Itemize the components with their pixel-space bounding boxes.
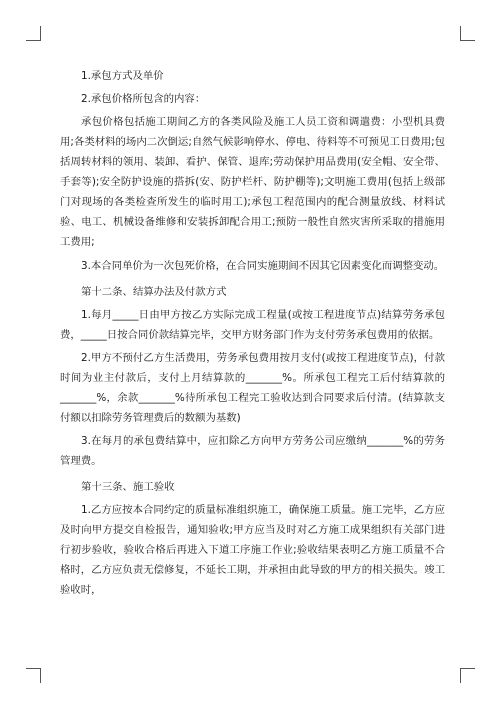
section-heading-price-content: 2.承包价格所包含的内容：: [81, 93, 206, 106]
document-body: [60, 66, 445, 604]
paragraph-management-fee: 3.在每月的承包费结算中，应扣除乙方向甲方劳务公司应缴纳_______%的劳务管理费。: [60, 435, 445, 468]
paragraph-monthly-settlement: 1.每月_____日由甲方按乙方实际完成工程量(或按工程进度节点)结算劳务承包费，_____日按合同价款结算完毕，交甲方财务部门作为支付劳务承包费用的依据。: [60, 308, 445, 341]
article-13-heading: 第十三条、施工验收: [81, 481, 175, 494]
crop-mark-top-right: [460, 26, 475, 41]
article-12-heading: 第十二条、结算办法及付款方式: [81, 285, 227, 298]
crop-mark-top-left: [26, 26, 41, 41]
paragraph-payment-terms: 2.甲方不预付乙方生活费用，劳务承包费用按月支付(或按工程进度节点)，付款时间为业主付款后，支付上月结算款的_______%。所承包工程完工后付结算款的_______%，余款_______%待所承包工程完工验收达到合同要求后付清。(结算款支付额以扣除劳务管理费后的数额为基数): [60, 351, 445, 424]
paragraph-inspection: 1.乙方应按本合同约定的质量标准组织施工，确保施工质量。施工完毕，乙方应及时向甲方提交自检报告，通知验收;甲方应当及时对乙方施工成果组织有关部门进行初步验收，验收合格后再进入下道工序施工作业;验收结果表明乙方施工质量不合格时，乙方应负责无偿修复，不延长工期，并承担由此导致的甲方的相关损失。竣工验收时，: [60, 504, 445, 597]
paragraph-fixed-price: 3.本合同单价为一次包死价格，在合同实施期间不因其它因素变化而调整变动。: [81, 259, 445, 272]
crop-mark-bottom-right: [460, 668, 475, 683]
paragraph-price-includes: 承包价格包括施工期间乙方的各类风险及施工人员工资和调遣费：小型机具费用;各类材料的场内二次倒运;自然气候影响停水、停电、待料等不可预见工日费用;包括周转材料的领用、装卸、看护、保管、退库;劳动保护用品费用(安全帽、安全带、手套等);安全防护设施的搭拆(安、防护栏杆、防护棚等);文明施工费用(包括上级部门对现场的各类检查所发生的临时用工);承包工程范围内的配合测量放线、材料试验、电工、机械设备维修和安装拆卸配合用工;预防一般性自然灾害所采取的措施用工费用;: [60, 116, 445, 249]
section-heading-contract-method: 1.承包方式及单价: [81, 70, 164, 82]
crop-mark-bottom-left: [26, 668, 41, 683]
